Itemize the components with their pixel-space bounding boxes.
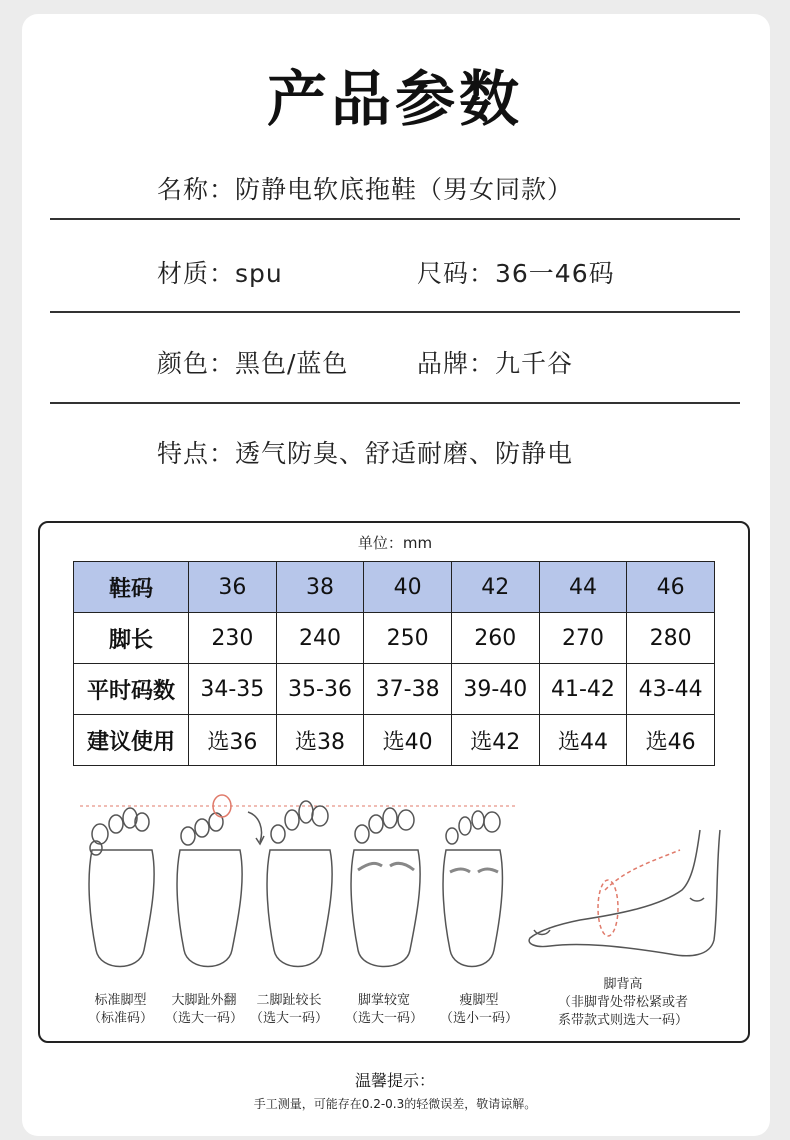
tips-title: 温馨提示： [354,1071,435,1090]
table-cell: 选40 [364,715,452,766]
table-row [74,664,715,715]
table-cell: 43-44 [627,664,715,715]
row-label: 建议使用 [74,715,189,766]
foot-caption-thin [440,992,518,1028]
table-cell: 35-36 [276,664,364,715]
param-name: 名称：防静电软底拖鞋（男女同款） [157,175,574,204]
tips-text: 手工测量，可能存在0.2-0.3的轻微误差，敬请谅解。 [253,1097,537,1111]
table-cell: 38 [276,562,364,613]
table-row [74,613,715,664]
foot-type-advice: （选大一码） [345,1011,424,1026]
foot-type-advice: （选小一码） [440,1011,519,1026]
foot-type-advice: （标准码） [88,1011,154,1026]
instep-advice-line-1: （非脚背处带松紧或者 [558,995,689,1010]
table-cell: 270 [539,613,627,664]
wide-foot-icon [351,808,420,967]
table-cell: 选46 [627,715,715,766]
page-title: 产品参数 [267,65,523,135]
row-label: 鞋码 [74,562,189,613]
table-cell: 选42 [451,715,539,766]
table-cell: 240 [276,613,364,664]
divider-1 [50,218,740,220]
table-cell: 36 [189,562,277,613]
foot-type-advice: （选大一码） [165,1011,244,1026]
high-instep-foot-icon [529,830,720,956]
table-row [74,715,715,766]
table-cell: 39-40 [451,664,539,715]
param-features: 特点：透气防臭、舒适耐磨、防静电 [157,439,574,468]
row-label: 脚长 [74,613,189,664]
table-cell: 34-35 [189,664,277,715]
table-cell: 260 [451,613,539,664]
long-second-toe-foot-icon [267,801,332,967]
foot-type-advice: （选大一码） [250,1011,329,1026]
table-cell: 46 [627,562,715,613]
table-cell: 280 [627,613,715,664]
foot-caption-bunion [165,992,243,1028]
size-unit: 单位：mm [357,534,433,552]
foot-type-name: 二脚趾较长 [256,993,322,1008]
foot-type-name: 瘦脚型 [459,993,499,1008]
instep-name: 脚背高 [603,977,643,992]
table-cell: 37-38 [364,664,452,715]
table-cell: 42 [451,562,539,613]
foot-type-name: 标准脚型 [94,993,147,1008]
table-cell: 40 [364,562,452,613]
param-brand: 品牌：九千谷 [417,349,574,378]
bunion-foot-icon [177,795,264,967]
foot-caption-high-instep [558,976,688,1030]
divider-3 [50,402,740,404]
foot-illustrations [60,790,740,990]
table-cell: 选44 [539,715,627,766]
foot-caption-standard [88,992,153,1028]
table-cell: 44 [539,562,627,613]
divider-2 [50,311,740,313]
table-cell: 250 [364,613,452,664]
row-label: 平时码数 [74,664,189,715]
foot-caption-long-second-toe [250,992,328,1028]
param-size-range: 尺码：36一46码 [417,259,615,288]
table-cell: 选36 [189,715,277,766]
thin-foot-icon [443,811,502,967]
foot-type-name: 脚掌较宽 [358,993,411,1008]
table-cell: 选38 [276,715,364,766]
table-cell: 230 [189,613,277,664]
standard-foot-icon [89,808,154,967]
instep-advice-line-2: 系带款式则选大一码） [558,1013,689,1028]
table-cell: 41-42 [539,664,627,715]
foot-caption-wide [345,992,423,1028]
param-material: 材质：spu [157,259,283,288]
table-row [74,562,715,613]
param-color: 颜色：黑色/蓝色 [157,349,349,378]
size-table [73,561,715,766]
foot-type-name: 大脚趾外翻 [171,993,237,1008]
